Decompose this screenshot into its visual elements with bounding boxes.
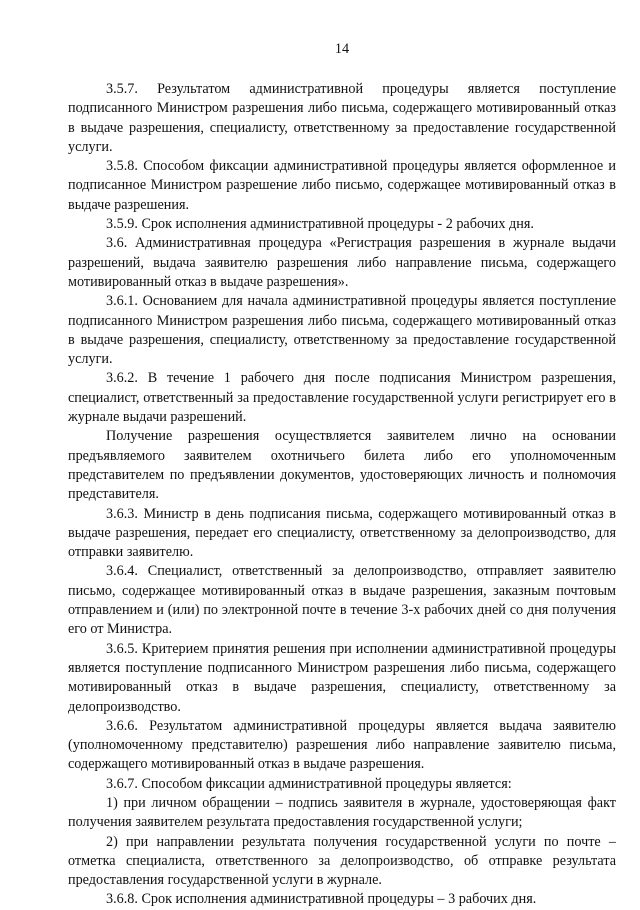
page-number: 14 — [334, 41, 350, 57]
paragraph-3-6-1: 3.6.1. Основанием для начала административной процедуры является поступление подписанного Министром разрешения либо письма, содержащего мотивированный отказ в выдаче разрешения, специалисту, ответственному за предоставление государственной услуги. — [68, 293, 616, 368]
paragraph-3-5-7: 3.5.7. Результатом административной процедуры является поступление подписанного Министром разрешения либо письма, содержащего мотивированный отказ в выдаче разрешения, специалисту, ответственному за предоставление государственной услуги. — [68, 81, 616, 155]
paragraph-3-6-4: 3.6.4. Специалист, ответственный за делопроизводство, отправляет заявителю письмо, содержащее мотивированный отказ в выдаче разрешения, заказным почтовым отправлением и (или) по электронной почте в течение 3-х рабочих дней со дня получения его от Министра. — [68, 563, 616, 638]
paragraph-3-5-8: 3.5.8. Способом фиксации административной процедуры является оформленное и подписанное Министром разрешение либо письмо, содержащее мотивированный отказ в выдаче разрешения. — [68, 158, 616, 213]
paragraph-3-6-6: 3.6.6. Результатом административной процедуры является выдача заявителю (уполномоченному представителю) разрешения либо направление заявителю письма, содержащего мотивированный отказ в выдаче разрешения. — [68, 717, 616, 773]
list-item-1: 1) при личном обращении – подпись заявителя в журнале, удостоверяющая факт получения заявителем результата предоставления государственной услуги; — [68, 794, 616, 831]
paragraph-3-6-7: 3.6.7. Способом фиксации административной процедуры является: — [106, 775, 512, 792]
document-body — [68, 80, 616, 910]
paragraph-permit-receipt: Получение разрешения осуществляется заявителем лично на основании предъявляемого заявителем охотничьего билета либо его уполномоченным представителем по предъявлении документов, удостоверяющих личность и полномочия представителя. — [68, 428, 616, 503]
paragraph-3-6-5: 3.6.5. Критерием принятия решения при исполнении административной процедуры является поступление подписанного Министром разрешения либо письма, содержащего мотивированный отказ в выдаче разрешения, специалисту, ответственному за делопроизводство. — [68, 640, 616, 715]
paragraph-3-5-9: 3.5.9. Срок исполнения административной процедуры - 2 рабочих дня. — [106, 216, 534, 233]
paragraph-3-6-8: 3.6.8. Срок исполнения административной процедуры – 3 рабочих дня. — [106, 891, 537, 908]
paragraph-3-6-2: 3.6.2. В течение 1 рабочего дня после подписания Министром разрешения, специалист, ответственный за предоставление государственной услуги регистрирует его в журнале выдачи разрешений. — [68, 370, 616, 426]
paragraph-3-6: 3.6. Административная процедура «Регистрация разрешения в журнале выдачи разрешений, выдача заявителю разрешения либо направление письма, содержащего мотивированный отказ в выдаче разрешения». — [68, 235, 616, 290]
list-item-2: 2) при направлении результата получения государственной услуги по почте – отметка специалиста, ответственного за делопроизводство, об отправке результата предоставления государственной услуги в журнале. — [68, 833, 616, 889]
paragraph-3-6-3: 3.6.3. Министр в день подписания письма, содержащего мотивированный отказ в выдаче разрешения, передает его специалисту, ответственному за делопроизводство, для отправки заявителю. — [68, 505, 616, 561]
